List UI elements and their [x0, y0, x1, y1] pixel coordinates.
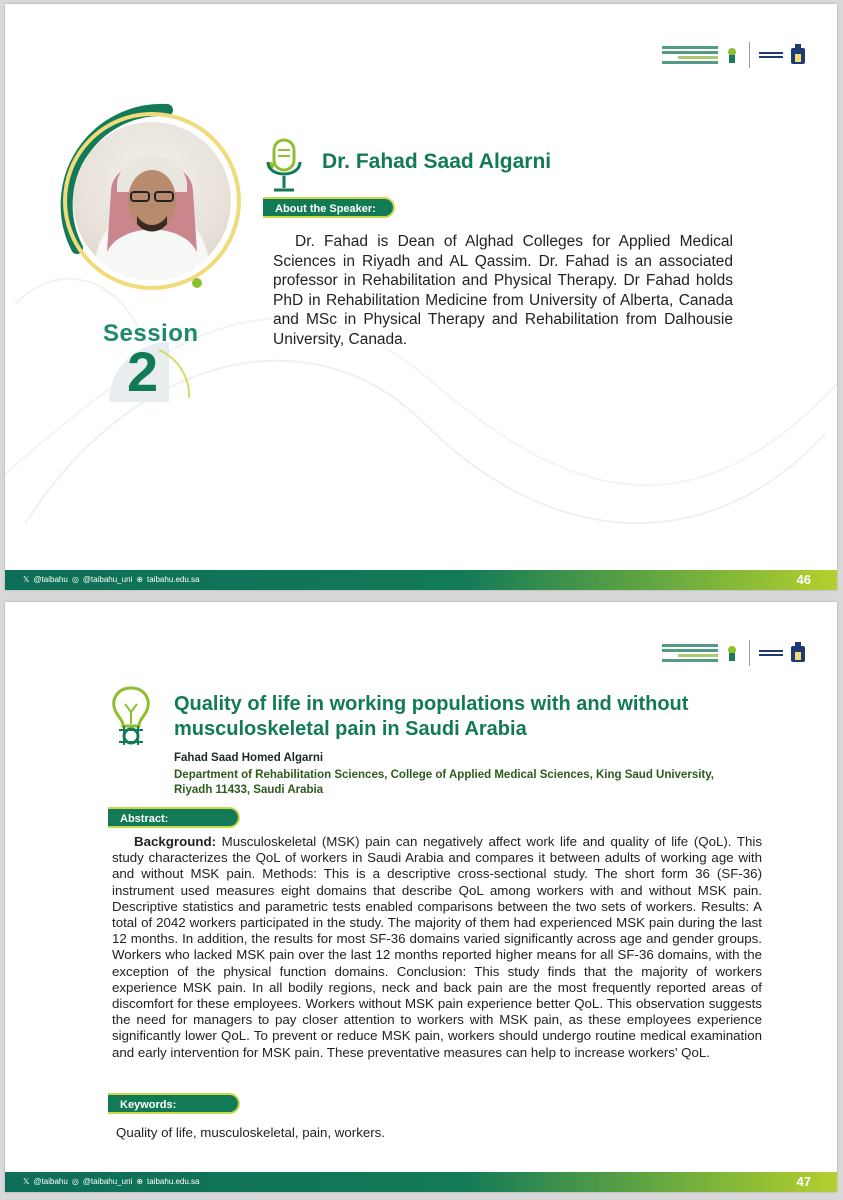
taibah-university-logo: [759, 648, 783, 658]
page-number: 47: [796, 1174, 811, 1189]
session-label: Session: [103, 320, 199, 347]
x-icon: 𝕏: [23, 575, 30, 584]
footer-bar: [5, 570, 837, 590]
x-icon: 𝕏: [23, 1177, 30, 1186]
page-number: 46: [796, 572, 811, 587]
about-speaker-label: About the Speaker:: [263, 197, 395, 218]
taibah-university-logo: [759, 50, 783, 60]
header-logos: [662, 42, 807, 68]
conference-emblem-icon: [724, 46, 740, 64]
speaker-bio: Dr. Fahad is Dean of Alghad Colleges for Applied Medical Sciences in Riyadh and AL Qassim. Dr. Fahad is an associated professor in Rehabilitation and Physical Therapy. Dr Fahad holds PhD in Rehabilitation Medicine from University of Alberta, Canada and MSc in Physical Therapy and Rehabilitation from Dalhousie University, Canada.: [273, 233, 733, 348]
keywords-label: Keywords:: [108, 1093, 240, 1114]
footer-x-handle[interactable]: @taibahu: [33, 1177, 68, 1186]
speaker-name: Dr. Fahad Saad Algarni: [322, 150, 552, 173]
lightbulb-gear-icon: [105, 684, 157, 746]
globe-icon: ⊕: [136, 575, 144, 584]
footer-instagram[interactable]: @taibahu_uni: [82, 1177, 133, 1186]
session-number: 2: [127, 340, 159, 403]
speaker-photo: [73, 122, 231, 280]
abstract-body: [112, 834, 762, 1061]
globe-icon: ⊕: [136, 1177, 144, 1186]
footer-bar: [5, 1172, 837, 1192]
conference-logo: [662, 643, 718, 663]
accent-dot: [192, 278, 202, 288]
footer-links: [23, 1177, 200, 1186]
conference-logo: [662, 45, 718, 65]
footer-website[interactable]: taibahu.edu.sa: [147, 1177, 200, 1186]
footer-x-handle[interactable]: @taibahu: [33, 575, 68, 584]
header-logos: [662, 640, 807, 666]
footer-links: [23, 575, 200, 584]
taibah-emblem-icon: [789, 642, 807, 664]
abstract-text: Musculoskeletal (MSK) pain can negatively affect work life and quality of life (QoL). This study characterizes the QoL of workers in Saudi Arabia and compares it between adults of working age with and without MSK pain. Methods: This is a descriptive cross-sectional study. The short form 36 (SF-36) instrument used measures eight domains that describe QoL among workers with and without MSK pain. Descriptive statistics and parametric tests enabled comparisons between the two sets of workers. Results: A total of 2042 workers participated in the study. The majority of them had experienced MSK pain during the last 12 months. In addition, the results for most SF-36 domains varied significantly across age and gender groups. Workers who lacked MSK pain over the last 12 months reported higher means for all SF-36 domains, with the exception of the physical function domains. Conclusion: This study finds that the majority of workers experience MSK pain. In all bodily regions, neck and back pain are the most frequently reported areas of discomfort for these employees. Workers without MSK pain experience better QoL. This observation suggests the need for managers to pay closer attention to workers with MSK pain, as these employees experience significantly lower QoL. To prevent or reduce MSK pain, workers should undergo routine medical examination and early intervention for MSK pain. These preventative measures can help to increase workers' QoL.: [112, 834, 762, 1060]
paper-title: Quality of life in working populations with and without musculoskeletal pain in Saudi Arabia: [174, 693, 689, 740]
conference-emblem-icon: [724, 644, 740, 662]
page-47: [5, 602, 837, 1192]
footer-instagram[interactable]: @taibahu_uni: [82, 575, 133, 584]
footer-website[interactable]: taibahu.edu.sa: [147, 575, 200, 584]
keywords-text: Quality of life, musculoskeletal, pain, workers.: [116, 1125, 386, 1140]
microphone-icon: [262, 134, 306, 198]
instagram-icon: ◎: [71, 575, 79, 584]
taibah-emblem-icon: [789, 44, 807, 66]
paper-affiliation: Department of Rehabilitation Sciences, College of Applied Medical Sciences, King Saud University, Riyadh 11433, Saudi Arabia: [174, 769, 714, 796]
instagram-icon: ◎: [71, 1177, 79, 1186]
page-46: [5, 4, 837, 590]
paper-author: Fahad Saad Homed Algarni: [174, 752, 324, 764]
background-label: Background:: [134, 834, 217, 849]
abstract-label: Abstract:: [108, 807, 240, 828]
